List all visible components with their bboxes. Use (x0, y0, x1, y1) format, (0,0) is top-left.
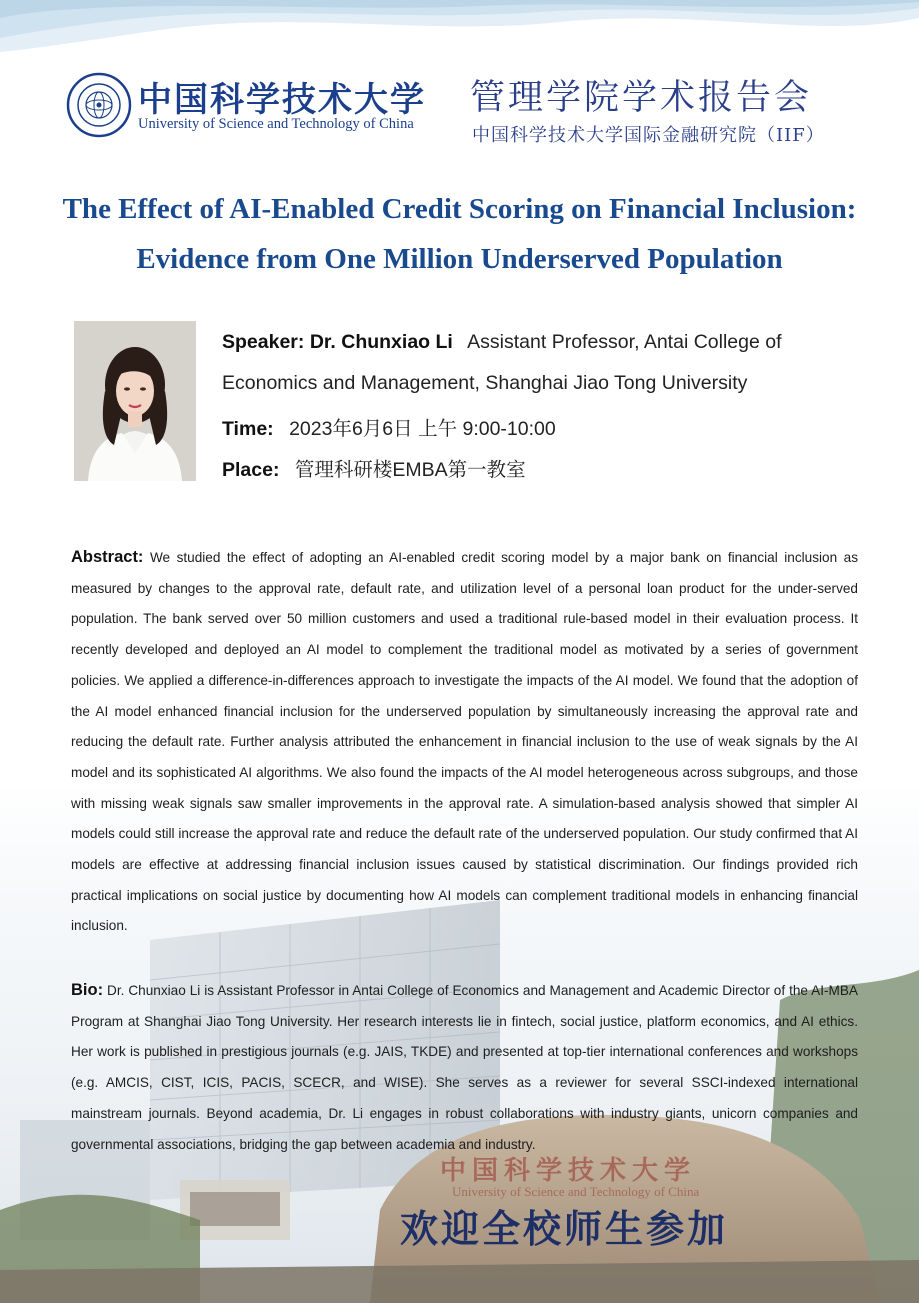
talk-title (40, 184, 879, 284)
time-label: Time: (222, 418, 274, 440)
university-seal-icon (66, 72, 132, 138)
speaker-affiliation-part-1: Assistant Professor, Antai College of (467, 331, 782, 353)
abstract-label: Abstract: (71, 548, 144, 566)
rock-inscription-cn: 中国科学技术大学 (440, 1156, 697, 1186)
abstract-text: We studied the effect of adopting an AI-enabled credit scoring model by a major bank on financial inclusion as measured by changes to the approval rate, default rate, and utilization level of a personal loan product for the under-served population. The bank served over 50 million customers and used a traditional rule-based model in their evaluation process. It recently developed and deployed an AI model to complement the traditional model as motivated by a series of government policies. We applied a difference-in-differences approach to investigate the impacts of the AI model. We found that the adoption of the AI model enhanced financial inclusion for the underserved population by simultaneously increasing the approval rate and reducing the default rate. Further analysis attributed the enhancement in financial inclusion to the use of weak signals by the AI model and its sophisticated AI algorithms. We also found the impacts of the AI model heterogeneous across subgroups, and those with missing weak signals saw smaller improvements in the approval rate. A simulation-based analysis showed that simpler AI models could still increase the approval rate and reduce the default rate of the underserved population. Our study confirmed that AI models are effective at addressing financial inclusion issues caused by statistical discrimination. Our findings provided rich practical implications on social justice by documenting how AI models can complement traditional models in enhancing financial inclusion. (71, 550, 858, 934)
time-line (222, 413, 556, 441)
bio-text: Dr. Chunxiao Li is Assistant Professor in Antai College of Economics and Management and Academic Director of the AI-MBA Program at Shanghai Jiao Tong University. Her research interests lie in fintech, social justice, platform economics, and AI ethics. Her work is published in prestigious journals (e.g. JAIS, TKDE) and presented at top-tier international conferences and workshops (e.g. AMCIS, CIST, ICIS, PACIS, SCECR, and WISE). She serves as a reviewer for several SSCI-indexed international mainstream journals. Beyond academia, Dr. Li engages in robust collaborations with industry giants, unicorn companies and governmental associations, bridging the gap between academia and industry. (71, 983, 859, 1152)
rock-inscription-en: University of Science and Technology of China (452, 1184, 700, 1199)
event-title: 管理学院学术报告会 (470, 78, 813, 118)
top-wave-decoration (0, 0, 919, 70)
speaker-line (222, 331, 782, 354)
speaker-label: Speaker: (222, 331, 305, 353)
speaker-affiliation-line (222, 372, 747, 395)
welcome-banner: 欢迎全校师生参加 (400, 1206, 729, 1251)
place-label: Place: (222, 459, 280, 481)
event-organizer: 中国科学技术大学国际金融研究院（IIF） (472, 125, 825, 146)
speaker-photo (74, 321, 196, 481)
abstract-paragraph (71, 542, 858, 942)
place-line (222, 454, 526, 482)
talk-title-line-2: Evidence from One Million Underserved Population (136, 243, 783, 275)
talk-title-line-1: The Effect of AI-Enabled Credit Scoring on Financial Inclusion: (62, 193, 857, 225)
speaker-name: Dr. Chunxiao Li (309, 331, 453, 353)
speaker-affiliation-part-2: Economics and Management, Shanghai Jiao Tong University (222, 372, 748, 394)
university-name-cn: 中国科学技术大学 (138, 80, 426, 120)
bio-label: Bio: (71, 981, 104, 999)
place-value: 管理科研楼EMBA第一教室 (294, 459, 526, 481)
time-value: 2023年6月6日 上午 9:00-10:00 (289, 418, 556, 440)
bio-paragraph (71, 975, 858, 1160)
university-name-en: University of Science and Technology of China (138, 116, 414, 132)
